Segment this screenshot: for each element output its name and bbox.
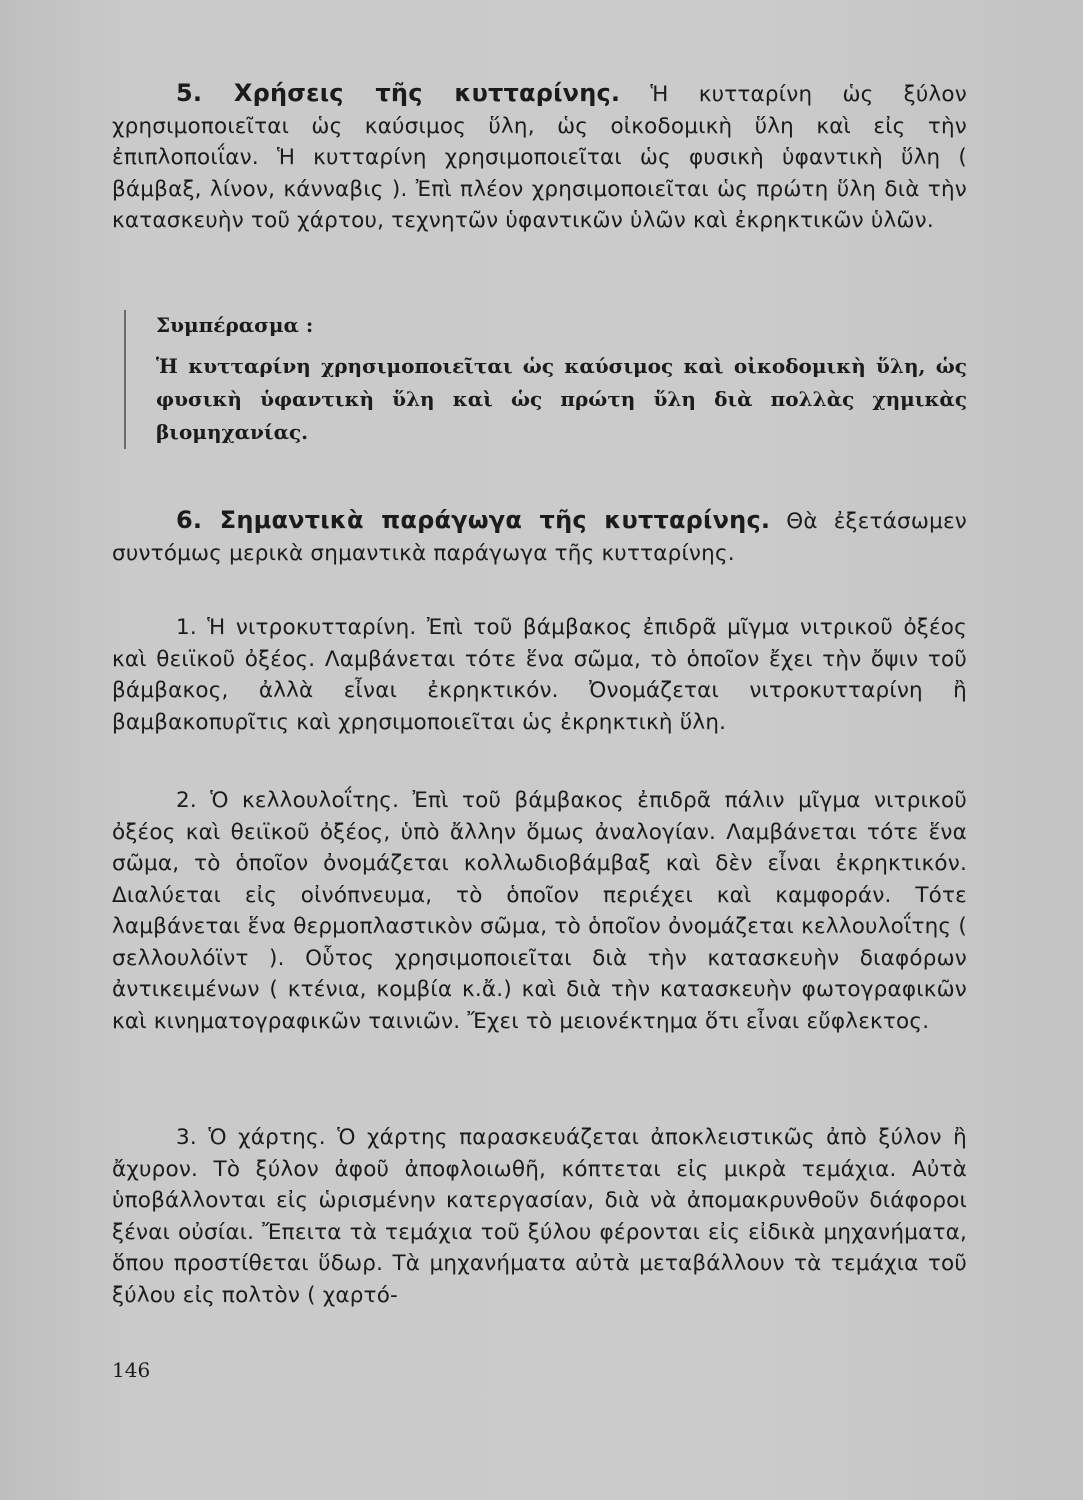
- item-paper: [112, 1122, 967, 1311]
- section-5-text: Ἡ κυτταρίνη ὡς ξύλον χρησιμοποιεῖται ὡς καύσιμος ὕλη, ὡς οἰκοδομικὴ ὕλη καὶ εἰς τὴν ἐπιπλοποιΐαν. Ἡ κυτταρίνη χρησιμοποιεῖται ὡς φυσικὴ ὑφαντικὴ ὕλη ( βάμβαξ, λίνον, κάνναβις ). Ἐπὶ πλέον χρησιμοποιεῖται ὡς πρώτη ὕλη διὰ τὴν κατασκευὴν τοῦ χάρτου, τεχνητῶν ὑφαντικῶν ὑλῶν καὶ ἐκρηκτικῶν ὑλῶν.: [112, 82, 967, 233]
- item-text: Ἐπὶ τοῦ βάμβακος ἐπιδρᾶ πάλιν μῖγμα νιτρικοῦ ὀξέος καὶ θειϊκοῦ ὀξέος, ὑπὸ ἄλλην ὅμως ἀναλογίαν. Λαμβάνεται τότε ἕνα σῶμα, τὸ ὁποῖον ὀνομάζεται κολλωδιοβάμβαξ καὶ δὲν εἶναι ἐκρηκτικόν. Διαλύεται εἰς οἰνόπνευμα, τὸ ὁποῖον περιέχει καὶ καμφοράν. Τότε λαμβάνεται ἕνα θερμοπλαστικὸν σῶμα, τὸ ὁποῖον ὀνομάζεται κελλουλοΐτης ( σελλουλόϊντ ). Οὗτος χρησιμοποιεῖται διὰ τὴν κατασκευὴν διαφόρων ἀντικειμένων ( κτένια, κομβία κ.ἄ.) καὶ διὰ τὴν κατασκευὴν φωτογραφικῶν καὶ κινηματογραφικῶν ταινιῶν. Ἔχει τὸ μειονέκτημα ὅτι εἶναι εὔφλεκτος.: [112, 788, 967, 1034]
- page-number: 146: [112, 1358, 151, 1382]
- item-text: Ὁ χάρτης παρασκευάζεται ἀποκλειστικῶς ἀπὸ ξύλον ἢ ἄχυρον. Τὸ ξύλον ἀφοῦ ἀποφλοιωθῆ, κόπτεται εἰς μικρὰ τεμάχια. Αὐτὰ ὑποβάλλονται εἰς ὡρισμένην κατεργασίαν, διὰ νὰ ἀπομακρυνθοῦν διάφοροι ξέναι οὐσίαι. Ἔπειτα τὰ τεμάχια τοῦ ξύλου φέρονται εἰς εἰδικὰ μηχανήματα, ὅπου προστίθεται ὕδωρ. Τὰ μηχανήματα αὐτὰ μεταβάλλουν τὰ τεμάχια τοῦ ξύλου εἰς πολτὸν ( χαρτό-: [112, 1125, 967, 1308]
- section-6-text: Θὰ ἐξετάσωμεν συντόμως μερικὰ σημαντικὰ παράγωγα τῆς κυτταρίνης.: [112, 509, 967, 566]
- section-6-heading: 6. Σημαντικὰ παράγωγα τῆς κυτταρίνης.: [176, 506, 771, 534]
- conclusion-label: Συμπέρασμα :: [156, 313, 314, 337]
- section-5: [112, 78, 967, 237]
- item-text: Ἐπὶ τοῦ βάμβακος ἐπιδρᾶ μῖγμα νιτρικοῦ ὀξέος καὶ θειϊκοῦ ὀξέος. Λαμβάνεται τότε ἕνα σῶμα, τὸ ὁποῖον ἔχει τὴν ὄψιν τοῦ βάμβακος, ἀλλὰ εἶναι ἐκρηκτικόν. Ὀνομάζεται νιτροκυτταρίνη ἢ βαμβακοπυρῖτις καὶ χρησιμοποιεῖται ὡς ἐκρηκτικὴ ὕλη.: [112, 615, 967, 735]
- conclusion-box: [124, 310, 967, 449]
- section-5-heading: 5. Χρήσεις τῆς κυτταρίνης.: [176, 79, 621, 107]
- item-title: 1. Ἡ νιτροκυτταρίνη.: [176, 615, 417, 640]
- item-title: 2. Ὁ κελλουλοΐτης.: [176, 788, 400, 813]
- item-title: 3. Ὁ χάρτης.: [176, 1125, 326, 1150]
- section-6: [112, 505, 967, 569]
- item-celluloid: [112, 785, 967, 1037]
- item-nitrocellulose: [112, 612, 967, 738]
- conclusion-text: Ἡ κυτταρίνη χρησιμοποιεῖται ὡς καύσιμος καὶ οἰκοδομικὴ ὕλη, ὡς φυσικὴ ὑφαντικὴ ὕλη καὶ ὡς πρώτη ὕλη διὰ πολλὰς χημικὰς βιομηχανίας.: [156, 354, 967, 444]
